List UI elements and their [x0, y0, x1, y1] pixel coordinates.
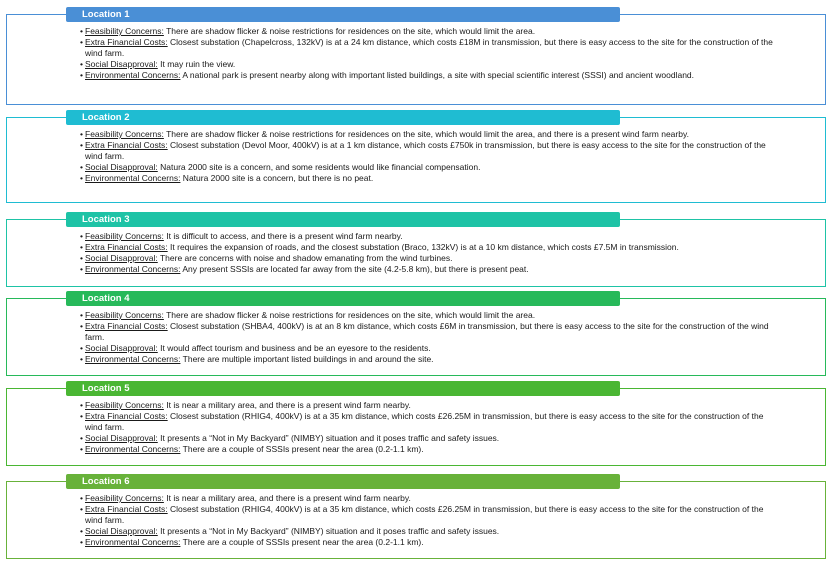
location-3-list — [81, 231, 782, 275]
concern-text: There are a couple of SSSIs present near the area (0.2-1.1 km). — [180, 537, 424, 547]
location-2-header: Location 2 — [66, 110, 620, 125]
location-1-header: Location 1 — [66, 7, 620, 22]
concern-label: Feasibility Concerns: — [85, 129, 164, 139]
list-item — [81, 526, 782, 537]
list-item — [81, 242, 782, 253]
concern-label: Social Disapproval: — [85, 253, 158, 263]
location-6-section — [6, 474, 826, 559]
concern-label: Extra Financial Costs: — [85, 504, 168, 514]
concern-label: Environmental Concerns: — [85, 70, 181, 80]
location-4-section — [6, 291, 826, 376]
concern-text: Closest substation (Devol Moor, 400kV) is at a 1 km distance, which costs £750k in transmission, but there is easy access to the site for the construction of the wind farm. — [85, 140, 766, 161]
list-item — [81, 400, 782, 411]
location-6-list — [81, 493, 782, 548]
concern-label: Feasibility Concerns: — [85, 310, 164, 320]
list-item — [81, 444, 782, 455]
concern-label: Social Disapproval: — [85, 526, 158, 536]
concern-text: It presents a “Not in My Backyard” (NIMBY) situation and it poses traffic and safety issues. — [157, 526, 500, 536]
location-5-list — [81, 400, 782, 455]
concern-label: Extra Financial Costs: — [85, 321, 168, 331]
concern-label: Social Disapproval: — [85, 343, 158, 353]
list-item — [81, 343, 782, 354]
list-item — [81, 140, 782, 162]
concern-label: Extra Financial Costs: — [85, 242, 168, 252]
list-item — [81, 504, 782, 526]
concern-text: Closest substation (RHIG4, 400kV) is at a 35 km distance, which costs £26.25M in transmission, but there is easy access to the site for the construction of the wind farm. — [85, 411, 764, 432]
list-item — [81, 321, 782, 343]
concern-text: Closest substation (RHIG4, 400kV) is at a 35 km distance, which costs £26.25M in transmission, but there is easy access to the site for the construction of the wind farm. — [85, 504, 764, 525]
concern-text: It would affect tourism and business and be an eyesore to the residents. — [157, 343, 431, 353]
concern-label: Social Disapproval: — [85, 433, 158, 443]
location-6-header: Location 6 — [66, 474, 620, 489]
concern-text: There are concerns with noise and shadow emanating from the wind turbines. — [157, 253, 453, 263]
concern-text: It presents a “Not in My Backyard” (NIMBY) situation and it poses traffic and safety issues. — [157, 433, 500, 443]
location-2-section — [6, 110, 826, 203]
list-item — [81, 37, 782, 59]
list-item — [81, 354, 782, 365]
location-3-header: Location 3 — [66, 212, 620, 227]
concern-text: There are shadow flicker & noise restrictions for residences on the site, which would limit the area. — [163, 26, 536, 36]
location-5-header: Location 5 — [66, 381, 620, 396]
concern-text: Any present SSSIs are located far away from the site (4.2-5.8 km), but there is present peat. — [180, 264, 529, 274]
concern-label: Feasibility Concerns: — [85, 231, 164, 241]
concern-text: Natura 2000 site is a concern, and some residents would like financial compensation. — [157, 162, 481, 172]
list-item — [81, 411, 782, 433]
concern-label: Environmental Concerns: — [85, 173, 181, 183]
concern-text: It is difficult to access, and there is a present wind farm nearby. — [163, 231, 403, 241]
concern-label: Feasibility Concerns: — [85, 493, 164, 503]
concern-text: There are a couple of SSSIs present near the area (0.2-1.1 km). — [180, 444, 424, 454]
concern-label: Social Disapproval: — [85, 59, 158, 69]
concern-label: Environmental Concerns: — [85, 444, 181, 454]
list-item — [81, 537, 782, 548]
concern-label: Feasibility Concerns: — [85, 400, 164, 410]
list-item — [81, 173, 782, 184]
list-item — [81, 162, 782, 173]
concern-text: There are multiple important listed buildings in and around the site. — [180, 354, 434, 364]
list-item — [81, 433, 782, 444]
location-4-header: Location 4 — [66, 291, 620, 306]
concern-text: There are shadow flicker & noise restrictions for residences on the site, which would limit the area. — [163, 310, 536, 320]
list-item — [81, 253, 782, 264]
concern-text: It is near a military area, and there is a present wind farm nearby. — [163, 493, 411, 503]
concern-text: There are shadow flicker & noise restrictions for residences on the site, which would limit the area, and there is a present wind farm nearby. — [163, 129, 689, 139]
location-4-list — [81, 310, 782, 365]
list-item — [81, 310, 782, 321]
concern-text: Closest substation (Chapelcross, 132kV) is at a 24 km distance, which costs £18M in transmission, but there is easy access to the site for the construction of the wind farm. — [85, 37, 773, 58]
concern-text: It requires the expansion of roads, and the closest substation (Braco, 132kV) is at a 10 km distance, which costs £7.5M in transmission. — [167, 242, 679, 252]
concern-text: It is near a military area, and there is a present wind farm nearby. — [163, 400, 411, 410]
concern-text: Closest substation (SHBA4, 400kV) is at an 8 km distance, which costs £6M in transmission, but there is easy access to the site for the construction of the wind farm. — [85, 321, 769, 342]
concern-text: It may ruin the view. — [157, 59, 236, 69]
list-item — [81, 493, 782, 504]
list-item — [81, 264, 782, 275]
list-item — [81, 59, 782, 70]
location-1-list — [81, 26, 782, 81]
concern-label: Extra Financial Costs: — [85, 37, 168, 47]
list-item — [81, 70, 782, 81]
list-item — [81, 26, 782, 37]
concern-label: Feasibility Concerns: — [85, 26, 164, 36]
concern-label: Extra Financial Costs: — [85, 140, 168, 150]
concern-label: Environmental Concerns: — [85, 264, 181, 274]
concern-label: Extra Financial Costs: — [85, 411, 168, 421]
location-5-section — [6, 381, 826, 466]
concern-text: A national park is present nearby along with important listed buildings, a site with special scientific interest (SSSI) and ancient woodland. — [180, 70, 695, 80]
concern-label: Environmental Concerns: — [85, 354, 181, 364]
list-item — [81, 129, 782, 140]
location-3-section — [6, 212, 826, 287]
location-2-list — [81, 129, 782, 184]
location-1-section — [6, 7, 826, 105]
concern-text: Natura 2000 site is a concern, but there is no peat. — [180, 173, 374, 183]
list-item — [81, 231, 782, 242]
concern-label: Environmental Concerns: — [85, 537, 181, 547]
concern-label: Social Disapproval: — [85, 162, 158, 172]
